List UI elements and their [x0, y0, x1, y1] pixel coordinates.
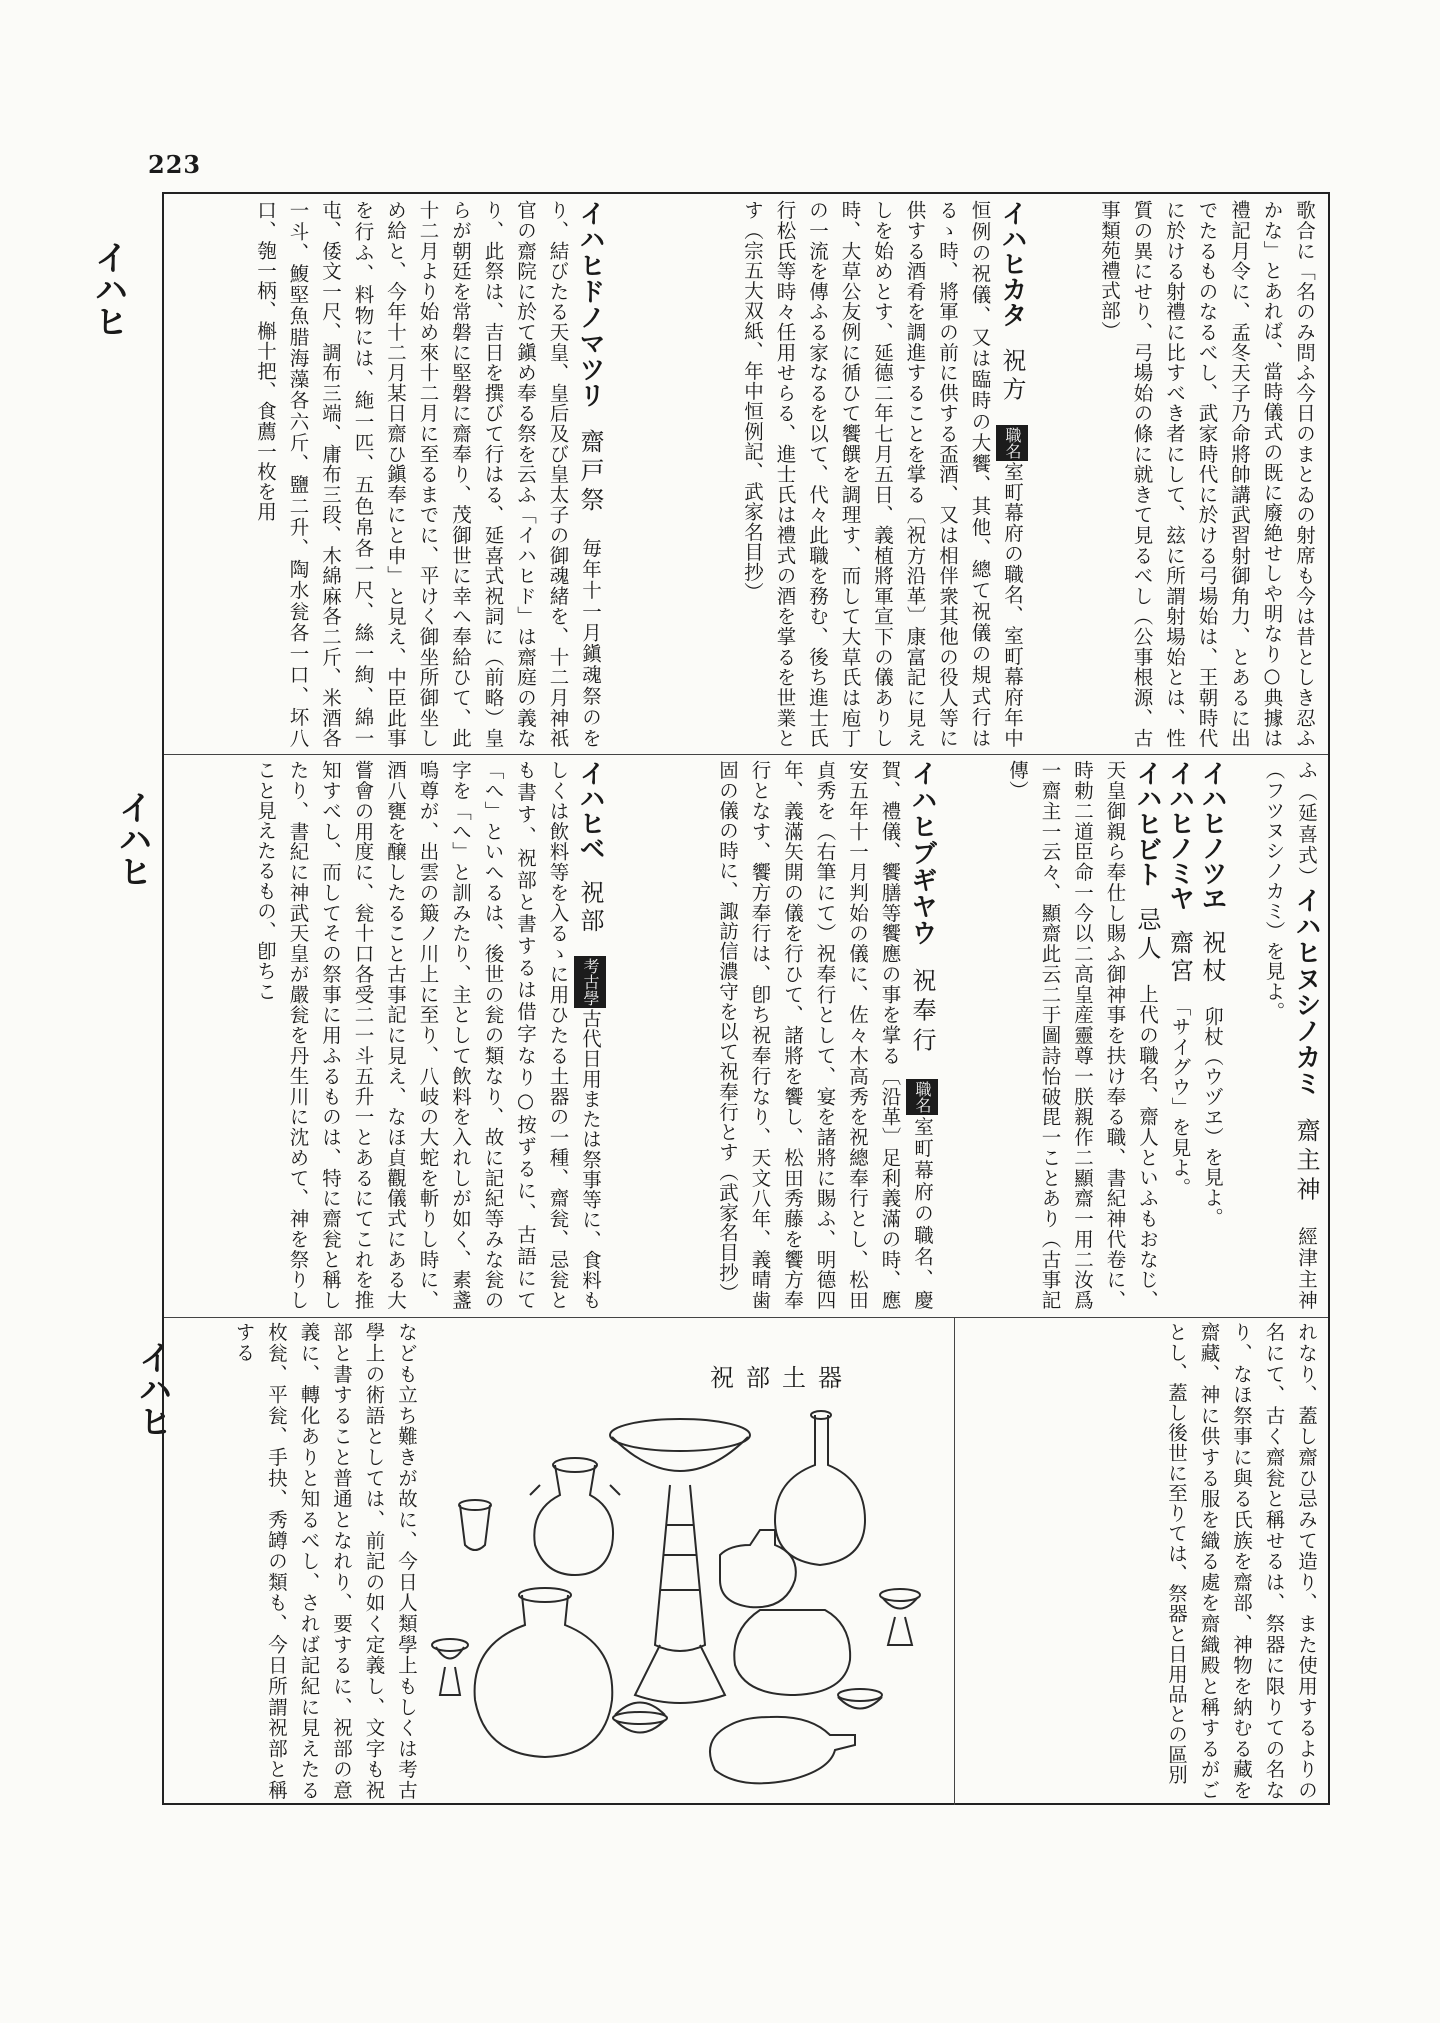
lidded-bowl-vessel	[613, 1703, 667, 1733]
headword-iwaido-matsuri: イハヒドノマツリ	[575, 200, 605, 409]
entry-iwainushi-text	[1257, 760, 1322, 1310]
small-bowl-vessel	[838, 1689, 882, 1709]
entry-iwaido-matsuri	[172, 200, 606, 748]
entry-body: 室町幕府の職名、室町幕府年中恒例の祝儀、又は臨時の大饗、其他、總て祝儀の規式行はるゝ時、將軍の前に供する盃酒、又は相伴衆其他の役人等に供する酒肴を調進することを掌る〔祝方沿革〕康富記に見えしを始めとす、延德二年七月五日、義植將軍宣下の儀ありし時、大草公友例に循ひて饗饌を調理す、而して大草氏は庖丁の一流を傳ふる家なるを以て、代々此職を務む、後ち進士氏行松氏等時々任用せらる、進士氏は禮式の酒を掌るを世業とす（宗五大双紙、年中恒例記、武家名目抄）	[741, 200, 1024, 748]
entry-iwai-no-tsue	[1196, 760, 1229, 1310]
category-tag: 職名	[996, 425, 1029, 461]
margin-index-tab-bottom: イハヒ	[132, 1340, 172, 1436]
entry-body: 卯杖（ウヅヱ）を見よ。	[1201, 1006, 1224, 1228]
flat-bottle-vessel	[720, 1530, 796, 1607]
category-tag: 職名	[906, 1079, 939, 1115]
small-cup-vessel	[459, 1500, 491, 1550]
divider-lower	[164, 1317, 1328, 1318]
lower-left-paragraph: なども立ち難きが故に、今日人類學上もしくは考古學上の術語としては、前記の如く定義し、文字も祝部と書すること普通となれり、要するに、祝部の意義に、轉化ありと知るべし、されば記紀に見えたる枚瓮、平瓮、手抉、秀罇の類も、今日所謂祝部と稱する	[232, 1322, 418, 1800]
entry-iwainushi-no-kami	[1230, 760, 1322, 1310]
upper-text-continuation	[1030, 200, 1320, 748]
entry-iwaibe-text	[249, 760, 607, 1310]
entry-iwaibe	[172, 760, 606, 1310]
entry-body: 室町幕府の職名、慶賀、禮儀、饗膳等饗應の事を掌る〔沿革〕足利義滿の時、應安五年十一月判始の儀に、佐々木高秀を祝總奉行とし、松田貞秀を（右筆にて）祝奉行として、宴を諸將に賜ふ、明德四年、義滿矢開の儀を行ひて、諸將を饗し、松田秀藤を饗方奉行となす、饗方奉行は、卽ち祝奉行なり、天文八年、義晴歯固の儀の時に、諏訪信濃守を以て祝奉行とす（武家名目抄）	[716, 760, 934, 1310]
kanji-iwai-no-miya: 齋宮	[1165, 930, 1194, 987]
kanji-iwaibe: 祝部	[576, 880, 604, 937]
pottery-vessels-illustration	[430, 1395, 950, 1795]
entry-body: 古代日用または祭事等に、食料もしくは飲料等を入るゝに用ひたる土器の一種、齋瓮、忌瓮とも書す、祝部と書するは借字なり○按ずるに、古語にて「へ」といへるは、後世の瓮の類なり、故に記紀等みな瓮の字を「へ」と訓みたり、主として飲料を入れしが如く、素盞嗚尊が、出雲の簸ノ川上に至り、八岐の大蛇を斬りし時に、酒八甕を醸したること古事記に見え、なほ貞觀儀式にある大嘗會の用度に、瓮十口各受二一斗五升一とあるにてこれを推知すべし、而してその祭事に用ふるものは、特に齋瓮と稱したり、書紀に神武天皇が嚴瓮を丹生川に沈めて、神を祭りしこと見えたるもの、卽ちこ	[254, 760, 602, 1310]
handled-jar-vessel	[530, 1458, 620, 1575]
headword-iwaibe: イハヒベ	[575, 760, 605, 861]
entry-body: 毎年十一月鎭魂祭のをり、結びたる天皇、皇后及び皇太子の御魂緒を、十二月神祇官の齋院に於て鎭め奉る祭を云ふ「イハヒド」は齋庭の義なり、此祭は、吉日を撰びて行はる、延喜式祝詞に（前略）皇らが朝廷を常磐に堅磐に齋奉り、茂御世に幸へ奉給ひて、此十二月より始め來十二月に至るまでに、平けく御坐所御坐しめ給と、今年十二月某日齋ひ鎭奉にと申」と見え、中臣此事を行ふ、料物には、絁一匹、五色帛各一尺、絲一絢、綿一屯、倭文一尺、調布三端、庸布三段、木綿麻各二斤、米酒各一斗、鰒堅魚腊海藻各六斤、鹽二升、陶水瓮各一口、坏八口、匏一柄、槲十把、食薦一枚を用	[254, 200, 602, 748]
divider-lower-vertical	[954, 1317, 955, 1805]
headword-iwainushi: イハヒヌシノカミ	[1291, 887, 1321, 1097]
lead-text: ふ（延喜式）	[1295, 760, 1318, 888]
kanji-iwaido-matsuri: 齋戸祭	[576, 429, 604, 517]
category-tag: 考古學	[574, 956, 607, 1008]
wide-jar-vessel	[734, 1610, 850, 1695]
figure-caption: 祝部土器	[710, 1364, 854, 1392]
divider-upper	[164, 754, 1328, 755]
entry-iwaido-text	[249, 200, 607, 748]
kanji-iwaibito: 忌人	[1133, 906, 1161, 964]
headword-iwaikata: イハヒカタ	[997, 200, 1027, 328]
entry-iwaikata-text	[736, 200, 1029, 748]
headword-iwai-no-miya: イハヒノミヤ	[1164, 760, 1195, 910]
headword-iwaibito: イハヒビト	[1132, 760, 1162, 887]
entry-iwaibito	[1001, 760, 1164, 1310]
kanji-iwaikata: 祝方	[998, 347, 1026, 405]
kanji-iwai-no-tsue: 祝杖	[1198, 930, 1226, 987]
lower-left-text	[172, 1322, 422, 1800]
margin-index-tab-middle: イハヒ	[112, 790, 152, 886]
stemmed-cup-vessel	[610, 1419, 750, 1703]
entry-body: 經津主神（フツヌシノカミ）を見よ。	[1262, 760, 1318, 1310]
tall-bottle-vessel	[775, 1411, 865, 1565]
lower-right-paragraph: れなり、蓋し齋ひ忌みて造り、また使用するよりの名にて、古く齋瓮と稱せるは、祭器に限りての名なり、なほ祭事に與る氏族を齋部、神物を納むる藏を齋藏、神に供する服を織る處を齋織殿と稱するがごとし、蓋し後世に至りては、祭器と日用品との區別	[1165, 1322, 1318, 1800]
headword-iwai-no-tsue: イハヒノツヱ	[1197, 760, 1227, 910]
entry-body: 上代の職名、齋人といふもおなじ、天皇御親ら奉仕し賜ふ御神事を扶け奉る職、書紀神代卷に、時勅二道臣命一今以二高皇産靈尊一朕親作二顯齋一用二汝爲一齋主一云々、顯齋此云二于圖詩怡破毘一ことあり（古事記傳）	[1006, 760, 1159, 1310]
entry-iwai-no-miya	[1163, 760, 1196, 1310]
lower-right-text	[1110, 1322, 1322, 1800]
entry-iwai-bugyou-text	[711, 760, 939, 1310]
entry-iwaikata	[608, 200, 1028, 748]
page-number: 223	[148, 150, 202, 179]
upper-continuation-paragraph: 歌合に「名のみ問ふ今日のまとゐの射席も今は昔としき忍ふかな」とあれば、當時儀式の既に廢絶せしや明なり○典據は禮記月令に、孟冬天子乃命將帥講武習射御角力、とあるに出でたるものなるべし、武家時代に於ける弓場始は、王朝時代に於ける射禮に比すべき者にして、玆に所謂射場始とは、性質の異にせり、弓場始の條に就きて見るべし（公事根源、古事類苑禮式部）	[1098, 200, 1316, 748]
small-stemmed-cup-vessel	[880, 1589, 920, 1645]
bowl-stand-vessel	[432, 1639, 468, 1695]
entries-iwai-group	[940, 760, 1228, 1310]
margin-index-tab-top: イハヒ	[88, 240, 128, 336]
entry-body: 「サイグウ」を見よ。	[1168, 1006, 1192, 1198]
lying-bottle-vessel	[710, 1717, 855, 1784]
entry-iwai-bugyou	[608, 760, 938, 1310]
kanji-iwai-bugyou: 祝奉行	[908, 968, 936, 1057]
large-round-jar-vessel	[475, 1588, 613, 1757]
headword-iwai-bugyou: イハヒブギヤウ	[907, 760, 937, 947]
kanji-iwainushi: 齋主神	[1292, 1117, 1320, 1205]
